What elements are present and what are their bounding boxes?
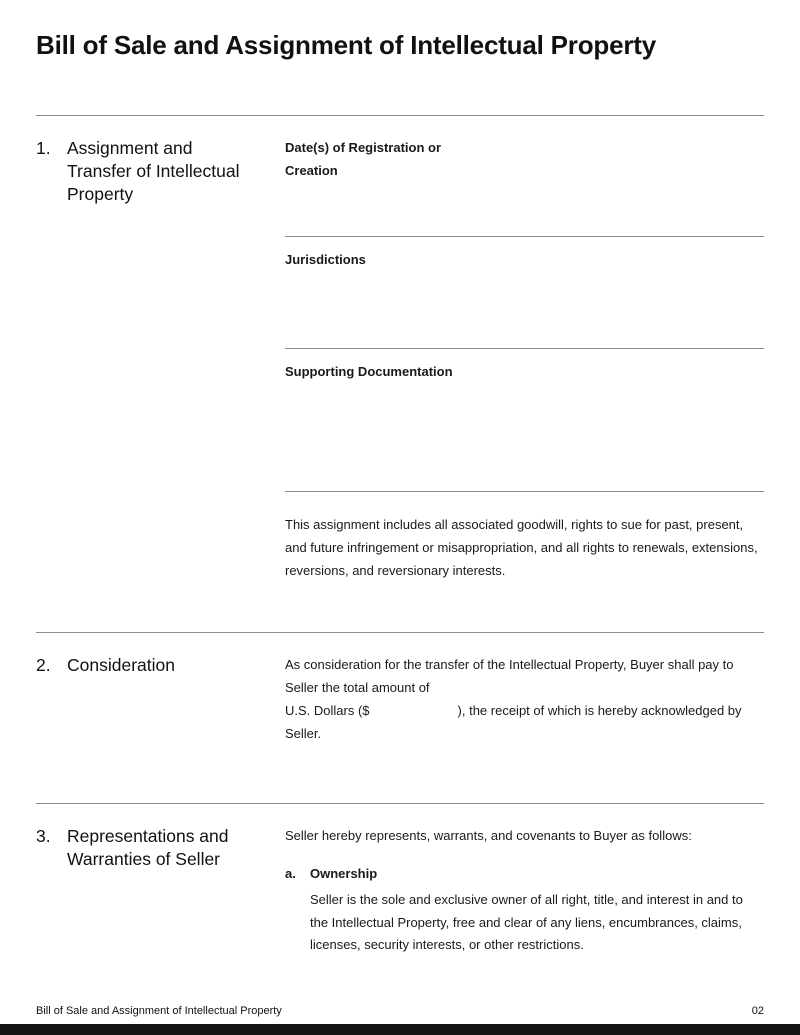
subitem-title: Ownership (310, 866, 378, 881)
section-number: 3. (36, 826, 51, 847)
representations-intro: Seller hereby represents, warrants, and covenants to Buyer as follows: (285, 828, 692, 844)
amount-blank-field[interactable] (370, 702, 458, 715)
footer-row (0, 1005, 800, 1017)
section-representations (36, 804, 764, 957)
section-body (285, 825, 764, 957)
subitem-letter: a. (285, 866, 296, 881)
document-title: Bill of Sale and Assignment of Intellectual Property (36, 30, 656, 60)
page-footer (0, 1005, 800, 1035)
subitem-ownership (285, 863, 764, 957)
footer-bar (0, 1024, 800, 1035)
field-label-jurisdictions: Jurisdictions (285, 252, 366, 267)
subitem-text: Seller is the sole and exclusive owner of all right, title, and interest in and to the Intellectual Property, free and clear of any liens, encumbrances, claims, licenses, security interests, or other restrictions. (310, 891, 743, 953)
section-number: 1. (36, 138, 51, 158)
footer-page-number: 02 (751, 1005, 764, 1017)
consideration-paragraph (285, 654, 764, 745)
field-label-supporting-documentation: Supporting Documentation (285, 364, 453, 379)
field-label-dates-of-registration: Date(s) of Registration or Creation (285, 140, 442, 178)
section-heading: Assignment and Transfer of Intellectual Property (67, 138, 240, 205)
section-number: 2. (36, 655, 51, 676)
subitem-content (310, 863, 764, 957)
footer-document-title: Bill of Sale and Assignment of Intellectual Property (36, 1005, 282, 1017)
field-jurisdictions[interactable] (285, 249, 764, 349)
section-heading: Representations and Warranties of Seller (67, 826, 229, 870)
consideration-text-lead: As consideration for the transfer of the Intellectual Property, Buyer shall pay to Seller the total amount of (285, 657, 734, 695)
field-dates-of-registration[interactable] (285, 137, 764, 237)
section-heading: Consideration (67, 655, 175, 676)
section-consideration (36, 633, 764, 803)
field-supporting-documentation[interactable] (285, 361, 764, 492)
assignment-goodwill-paragraph: This assignment includes all associated goodwill, rights to sue for past, present, and future infringement or misappropriation, and all rights to renewals, extensions, reversions, and reversionary interests. (285, 517, 758, 578)
consideration-text-dollars: U.S. Dollars ($ (285, 702, 370, 718)
section-body (285, 654, 764, 745)
consideration-text-tail: ), the receipt of which is hereby acknowledged by Seller. (285, 702, 742, 741)
section-body (285, 137, 764, 582)
section-assignment (36, 116, 764, 632)
